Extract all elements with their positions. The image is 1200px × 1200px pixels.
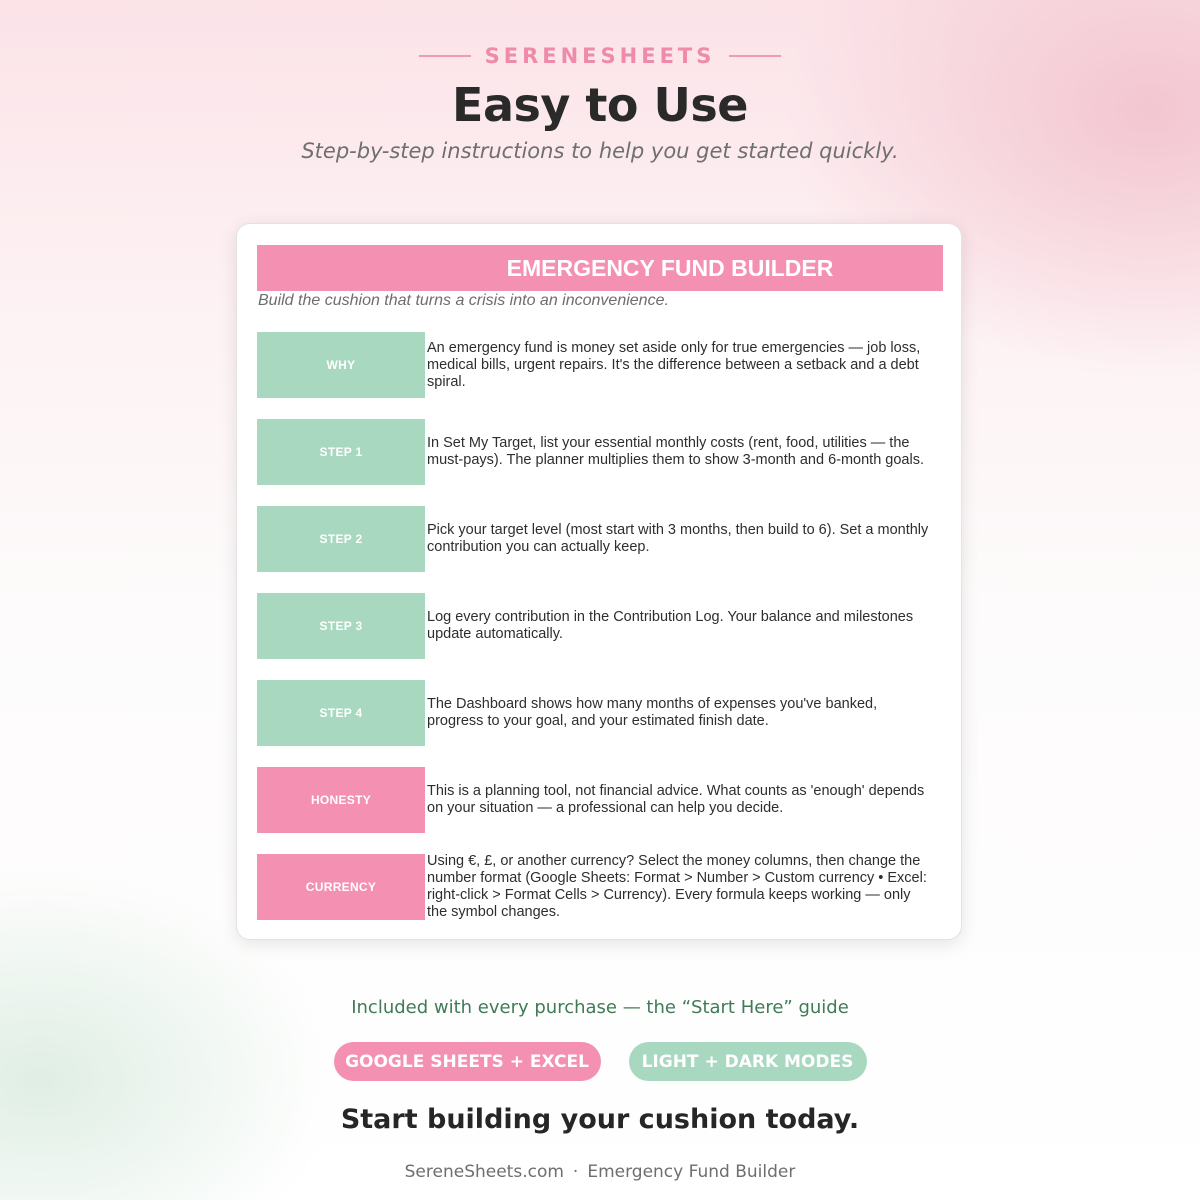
call-to-action: Start building your cushion today. — [340, 1104, 860, 1135]
row-label: STEP 4 — [257, 680, 425, 746]
row-label: STEP 1 — [257, 419, 425, 485]
row-text: Using €, £, or another currency? Select the money columns, then change the number format (Google Sheets: Format > Number > Custom currency • Excel: right-click > Format Cells > Currency). Every formula keeps working — only the symbol changes. — [427, 853, 927, 920]
modes-badge: LIGHT + DARK MODES — [629, 1042, 867, 1081]
brand-name: SERENESHEETS — [484, 44, 716, 68]
page-subtitle: Step-by-step instructions to help you get started quickly. — [301, 139, 899, 163]
row-label: STEP 2 — [257, 506, 425, 572]
sheet-title: EMERGENCY FUND BUILDER — [257, 245, 943, 291]
instruction-row-step-1 — [257, 419, 943, 506]
footer-credits — [0, 1162, 1200, 1182]
brand-rule-right — [729, 55, 781, 57]
included-note: Included with every purchase — the “Start Here” guide — [351, 997, 849, 1018]
row-text: Log every contribution in the Contribution Log. Your balance and milestones update automatically. — [427, 609, 914, 642]
instruction-row-why — [257, 332, 943, 419]
row-label: HONESTY — [257, 767, 425, 833]
row-text: Pick your target level (most start with 3 months, then build to 6). Set a monthly contribution you can actually keep. — [427, 522, 929, 555]
feature-pills — [0, 1042, 1200, 1081]
sheet-preview-card — [236, 223, 962, 940]
row-text: The Dashboard shows how many months of expenses you've banked, progress to your goal, and your estimated finish date. — [427, 696, 878, 729]
row-label: WHY — [257, 332, 425, 398]
row-text: In Set My Target, list your essential monthly costs (rent, food, utilities — the must-pays). The planner multiplies them to show 3-month and 6-month goals. — [427, 435, 925, 468]
instruction-row-step-4 — [257, 680, 943, 767]
instruction-row-step-2 — [257, 506, 943, 593]
instruction-row-honesty — [257, 767, 943, 854]
sheet-subtitle: Build the cushion that turns a crisis into an inconvenience. — [258, 292, 669, 309]
product-name: Emergency Fund Builder — [587, 1162, 796, 1182]
site-name: SereneSheets.com — [404, 1162, 564, 1182]
row-label: CURRENCY — [257, 854, 425, 920]
instruction-rows — [257, 332, 943, 941]
instruction-row-currency — [257, 854, 943, 941]
row-text: An emergency fund is money set aside only for true emergencies — job loss, medical bills, urgent repairs. It's the difference between a setback and a debt spiral. — [427, 339, 921, 390]
platforms-badge: GOOGLE SHEETS + EXCEL — [334, 1042, 601, 1081]
row-text: This is a planning tool, not financial advice. What counts as 'enough' depends on your situation — a professional can help you decide. — [427, 783, 925, 816]
brand-rule-left — [419, 55, 471, 57]
footer-separator: · — [572, 1162, 579, 1182]
brand-header — [0, 44, 1200, 68]
instruction-row-step-3 — [257, 593, 943, 680]
page-title: Easy to Use — [452, 78, 748, 132]
row-label: STEP 3 — [257, 593, 425, 659]
